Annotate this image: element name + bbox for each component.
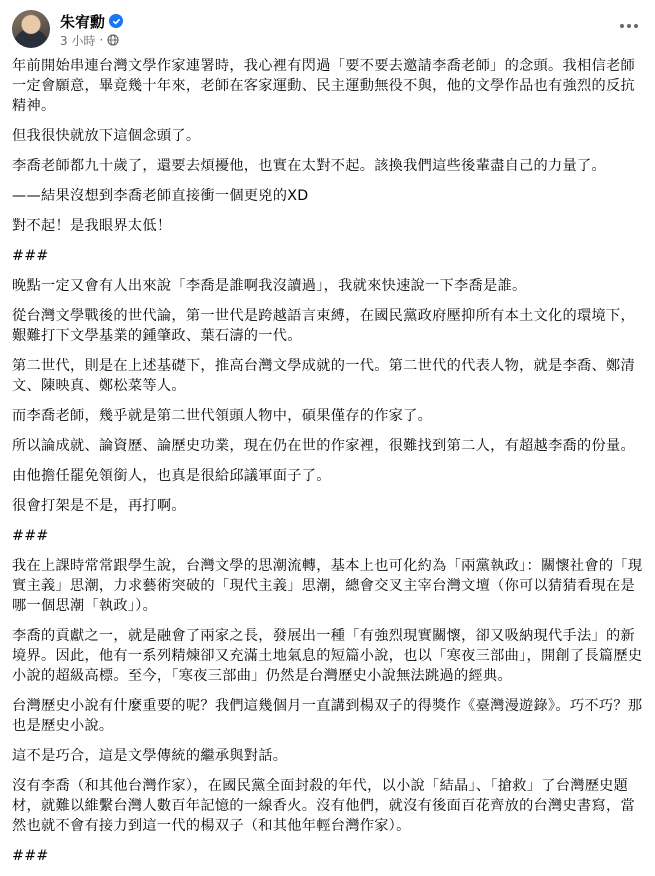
post-paragraph: 年前開始串連台灣文學作家連署時，我心裡有閃過「要不要去邀請李喬老師」的念頭。我相信老師一定會願意，畢竟幾十年來，老師在客家運動、民主運動無役不與，他的文學作品也有強烈的反抗精神。 [12,58,635,114]
post-paragraph: 而李喬老師，幾乎就是第二世代領頭人物中，碩果僅存的作家了。 [12,408,433,424]
post-paragraph: 晚點一定又會有人出來說「李喬是誰啊我沒讀過」，我就來快速說一下李喬是誰。 [12,278,527,294]
post-paragraph: 對不起！是我眼界太低！ [12,218,172,234]
post-paragraph: 但我很快就放下這個念頭了。 [12,128,201,144]
post-paragraph: 這不是巧合，這是文學傳統的繼承與對話。 [12,748,288,764]
section-separator: ### [12,248,49,264]
post-paragraph: 台灣歷史小說有什麼重要的呢？我們這幾個月一直講到楊双子的得獎作《臺灣漫遊錄》。巧不巧？那也是歷史小說。 [12,698,643,734]
verified-badge-icon [109,14,123,28]
post-paragraph: 李喬老師都九十歲了，還要去煩擾他，也實在太對不起。該換我們這些後輩盡自己的力量了。 [12,158,606,174]
post-body [12,56,643,876]
post-paragraph: 我在上課時常常跟學生說，台灣文學的思潮流轉，基本上也可化約為「兩黨執政」：關懷社會的「現實主義」思潮，力求藝術突破的「現代主義」思潮，總會交叉主宰台灣文壇（你可以猜猜看現在是哪一個思潮「執政」）。 [12,558,643,614]
post-paragraph: 李喬的貢獻之一，就是融會了兩家之長，發展出一種「有強烈現實關懷，卻又吸納現代手法」的新境界。因此，他有一系列精煉卻又充滿土地氣息的短篇小說，也以「寒夜三部曲」，開創了長篇歷史小說的超級高標。至今，「寒夜三部曲」仍然是台灣歷史小說無法跳過的經典。 [12,628,643,684]
post-meta [60,32,119,48]
author-avatar[interactable] [12,10,50,48]
post-paragraph: 從台灣文學戰後的世代論，第一世代是跨越語言束縛，在國民黨政府壓抑所有本土文化的環境下，艱難打下文學基業的鍾肇政、葉石濤的一代。 [12,308,635,344]
post-timestamp[interactable]: 3 小時 [60,33,96,48]
post-paragraph: ——結果沒想到李喬老師直接衝一個更兇的XD [12,188,309,204]
post-paragraph: 所以論成就、論資歷、論歷史功業，現在仍在世的作家裡，很難找到第二人，有超越李喬的份量。 [12,438,635,454]
meta-separator: · [99,33,104,47]
post-paragraph: 由他擔任罷免領銜人，也真是很給邱議軍面子了。 [12,468,331,484]
post-header [12,10,643,50]
post-paragraph: 第二世代，則是在上述基礎下，推高台灣文學成就的一代。第二世代的代表人物，就是李喬、鄭清文、陳映真、鄭松菜等人。 [12,358,635,394]
post-paragraph: 沒有李喬（和其他台灣作家），在國民黨全面封殺的年代，以小說「結晶」、「搶救」了台灣歷史題材，就難以維繫台灣人數百年記憶的一線香火。沒有他們，就沒有後面百花齊放的台灣史書寫，當然也就不會有接力到這一代的楊双子（和其他年輕台灣作家）。 [12,778,635,834]
section-separator: ### [12,528,49,544]
globe-icon[interactable] [107,34,119,46]
section-separator: ### [12,848,49,864]
author-row [60,11,123,31]
more-options-icon[interactable] [615,16,643,36]
author-name[interactable]: 朱宥勳 [60,12,106,31]
post-paragraph: 很會打架是不是，再打啊。 [12,498,186,514]
